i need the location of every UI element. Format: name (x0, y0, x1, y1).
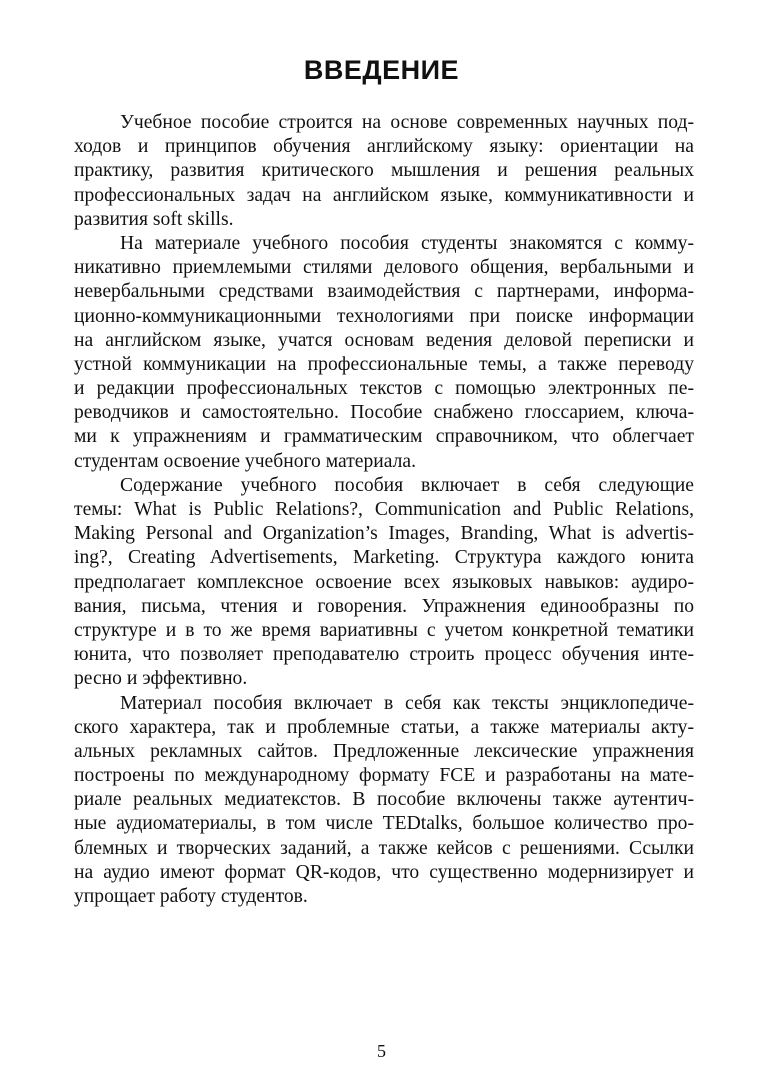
text-line: На материале учебного пособия студенты знакомятся с комму- (120, 232, 694, 254)
paragraph-3 (74, 474, 694, 692)
text-line: блемных и творческих заданий, а также кейсов с решениями. Ссылки (74, 837, 694, 859)
text-line: ходов и принципов обучения английскому языку: ориентации на (74, 136, 694, 158)
page-title: ВВЕДЕНИЕ (303, 55, 460, 85)
text-line: Содержание учебного пособия включает в себя следующие (120, 474, 694, 496)
text-line: профессиональных задач на английском языке, коммуникативности и (74, 184, 694, 206)
text-line: структуре и в то же время вариативны с учетом конкретной тематики (74, 619, 694, 641)
text-line: никативно приемлемыми стилями делового общения, вербальными и (74, 257, 694, 279)
text-line: устной коммуникации на профессиональные темы, а также переводу (74, 353, 694, 375)
text-line: ми к упражнениям и грамматическим справочником, что облегчает (74, 426, 694, 448)
text-line: ского характера, так и проблемные статьи, а также материалы акту- (74, 716, 694, 738)
text-line: упрощает работу студентов. (74, 886, 308, 907)
paragraph-2 (74, 232, 694, 474)
paragraph-4 (74, 692, 694, 910)
text-line: невербальными средствами взаимодействия с партнерами, информа- (74, 281, 694, 303)
paragraph-1 (74, 111, 694, 232)
text-line: Материал пособия включает в себя как тексты энциклопедиче- (120, 692, 694, 714)
text-line: ресно и эффективно. (74, 668, 248, 690)
text-line: темы: What is Public Relations?, Communication and Public Relations, (74, 499, 694, 520)
text-line: на английском языке, учатся основам ведения деловой переписки и (74, 329, 694, 351)
text-line: практику, развития критического мышления и решения реальных (74, 160, 694, 182)
text-line: предполагает комплексное освоение всех языковых навыков: аудиро- (74, 571, 694, 593)
text-line: альных рекламных сайтов. Предложенные лексические упражнения (74, 740, 694, 762)
text-line: юнита, что позволяет преподавателю строить процесс обучения инте- (74, 644, 694, 666)
text-line: ing?, Creating Advertisements, Marketing. Структура каждого юнита (74, 547, 694, 569)
text-line: ные аудиоматериалы, в том числе TEDtalks, большое количество про- (74, 813, 694, 835)
text-line: построены по международному формату FCE и разработаны на мате- (74, 765, 694, 787)
body-text (74, 111, 694, 909)
page-number: 5 (377, 1041, 386, 1061)
text-line: и редакции профессиональных текстов с помощью электронных пе- (74, 378, 694, 400)
text-line: вания, письма, чтения и говорения. Упражнения единообразны по (74, 595, 694, 617)
text-line: ционно-коммуникационными технологиями при поиске информации (74, 305, 694, 327)
text-line: риале реальных медиатекстов. В пособие включены также аутентич- (74, 789, 694, 811)
text-line: реводчиков и самостоятельно. Пособие снабжено глоссарием, ключа- (74, 402, 694, 424)
text-line: Учебное пособие строится на основе современных научных под- (120, 112, 694, 133)
text-line: развития soft skills. (74, 208, 234, 230)
text-line: Making Personal and Organization’s Images, Branding, What is advertis- (74, 523, 694, 545)
text-line: студентам освоение учебного материала. (74, 450, 416, 472)
text-line: на аудио имеют формат QR-кодов, что существенно модернизирует и (74, 861, 694, 883)
